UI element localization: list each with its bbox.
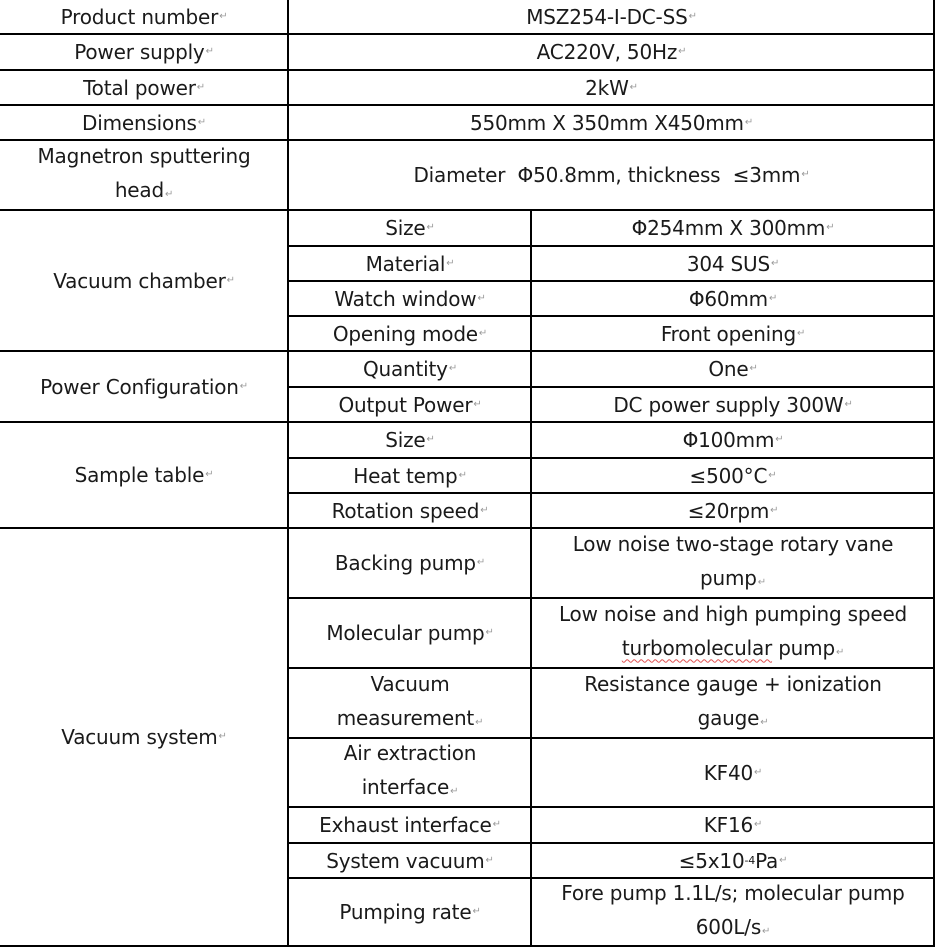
spec-label: Magnetron sputtering head↵ — [37, 143, 251, 202]
paragraph-mark-icon: ↵ — [476, 557, 486, 568]
paragraph-mark-icon: ↵ — [760, 716, 769, 728]
spec-subitem-name: Molecular pump ↵ — [289, 599, 531, 667]
spec-subitem-value: ≤500°C ↵ — [532, 459, 934, 492]
paragraph-mark-icon: ↵ — [485, 627, 494, 638]
paragraph-mark-icon: ↵ — [492, 819, 501, 830]
paragraph-mark-icon: ↵ — [485, 854, 494, 866]
paragraph-mark-icon: ↵ — [835, 646, 845, 658]
spec-subitem-value: Φ60mm ↵ — [532, 282, 934, 315]
spec-subitem-name: Exhaust interface ↵ — [289, 808, 531, 842]
paragraph-mark-icon: ↵ — [797, 327, 806, 339]
spec-subitem-name: Output Power ↵ — [289, 388, 531, 421]
paragraph-mark-icon: ↵ — [744, 116, 754, 128]
paragraph-mark-icon: ↵ — [801, 169, 810, 180]
spec-label: Product number ↵ — [0, 0, 288, 34]
paragraph-mark-icon: ↵ — [678, 46, 687, 57]
paragraph-mark-icon: ↵ — [473, 398, 482, 410]
spec-subitem-value: KF16 ↵ — [532, 808, 934, 842]
spec-subitem-value: Low noise two-stage rotary vane pump↵ — [572, 531, 894, 590]
spec-subitem-name: Quantity ↵ — [289, 352, 531, 386]
paragraph-mark-icon: ↵ — [239, 380, 248, 392]
paragraph-mark-icon: ↵ — [164, 188, 174, 200]
paragraph-mark-icon: ↵ — [629, 81, 638, 93]
spec-subitem-value: Resistance gauge + ionization gauge↵ — [584, 671, 882, 730]
spec-label: Dimensions ↵ — [0, 106, 288, 139]
spec-subitem-name: Opening mode ↵ — [289, 317, 531, 350]
paragraph-mark-icon: ↵ — [477, 292, 486, 304]
paragraph-mark-icon: ↵ — [826, 222, 835, 233]
spec-subitem-value: KF40 ↵ — [532, 739, 934, 806]
spec-subitem-name: Pumping rate ↵ — [289, 879, 531, 945]
group-label: Power Configuration ↵ — [0, 352, 288, 421]
paragraph-mark-icon: ↵ — [218, 731, 227, 742]
spec-subitem-value: Φ100mm ↵ — [532, 423, 934, 457]
paragraph-mark-icon: ↵ — [450, 786, 459, 797]
spec-subitem-value: ≤5x10 -4 Pa ↵ — [532, 844, 934, 877]
spec-label: Power supply ↵ — [0, 35, 288, 69]
spec-subitem-value: 304 SUS ↵ — [532, 247, 934, 280]
paragraph-mark-icon: ↵ — [768, 469, 777, 481]
paragraph-mark-icon: ↵ — [768, 292, 778, 304]
paragraph-mark-icon: ↵ — [205, 469, 214, 480]
spec-subitem-value: Low noise and high pumping speed turbomolecular pump↵ — [558, 601, 908, 660]
paragraph-mark-icon: ↵ — [197, 116, 206, 128]
spec-subitem-name: Vacuum measurement↵ — [336, 671, 484, 730]
paragraph-mark-icon: ↵ — [196, 81, 205, 93]
spec-subitem-name: Backing pump ↵ — [289, 529, 531, 597]
paragraph-mark-icon: ↵ — [770, 504, 779, 516]
paragraph-mark-icon: ↵ — [775, 434, 784, 445]
spec-subitem-name: Size ↵ — [289, 423, 531, 457]
spec-label: Total power ↵ — [0, 71, 288, 104]
spec-subitem-name: System vacuum ↵ — [289, 844, 531, 877]
paragraph-mark-icon: ↵ — [480, 504, 489, 516]
paragraph-mark-icon: ↵ — [472, 906, 481, 917]
spec-value: Diameter Φ50.8mm, thickness ≤3mm ↵ — [289, 141, 934, 209]
spec-subitem-name: Heat temp ↵ — [289, 459, 531, 492]
spellcheck-underline: turbomolecular — [621, 635, 773, 660]
table-bottom-border — [0, 945, 935, 947]
paragraph-mark-icon: ↵ — [448, 363, 457, 374]
paragraph-mark-icon: ↵ — [458, 469, 467, 481]
paragraph-mark-icon: ↵ — [219, 11, 228, 22]
spec-subitem-value: Φ254mm X 300mm ↵ — [532, 211, 934, 245]
paragraph-mark-icon: ↵ — [426, 434, 435, 445]
group-label: Vacuum chamber ↵ — [0, 211, 288, 350]
group-label: Vacuum system ↵ — [0, 529, 288, 945]
spec-subitem-value: One ↵ — [532, 352, 934, 386]
paragraph-mark-icon: ↵ — [205, 46, 214, 57]
spec-value: 550mm X 350mm X450mm ↵ — [289, 106, 934, 139]
paragraph-mark-icon: ↵ — [475, 716, 484, 728]
spec-value: AC220V, 50Hz ↵ — [289, 35, 934, 69]
spec-subitem-name: Rotation speed ↵ — [289, 494, 531, 527]
spec-subitem-name: Watch window ↵ — [289, 282, 531, 315]
spec-subitem-name: Air extraction interface↵ — [343, 741, 477, 799]
spec-subitem-value: Front opening ↵ — [532, 317, 934, 350]
spec-subitem-value: DC power supply 300W ↵ — [532, 388, 934, 421]
spec-subitem-name: Size ↵ — [289, 211, 531, 245]
paragraph-mark-icon: ↵ — [844, 398, 853, 410]
paragraph-mark-icon: ↵ — [779, 854, 788, 866]
paragraph-mark-icon: ↵ — [754, 766, 763, 778]
spec-value: MSZ254-I-DC-SS ↵ — [289, 0, 934, 34]
paragraph-mark-icon: ↵ — [426, 222, 435, 233]
group-label: Sample table ↵ — [0, 423, 288, 527]
paragraph-mark-icon: ↵ — [688, 11, 697, 22]
spec-subitem-value: ≤20rpm ↵ — [532, 494, 934, 527]
paragraph-mark-icon: ↵ — [226, 274, 235, 286]
spec-value: 2kW ↵ — [289, 71, 934, 104]
paragraph-mark-icon: ↵ — [762, 925, 771, 937]
paragraph-mark-icon: ↵ — [754, 819, 763, 830]
paragraph-mark-icon: ↵ — [757, 576, 766, 588]
paragraph-mark-icon: ↵ — [749, 363, 758, 374]
spec-subitem-value: Fore pump 1.1L/s; molecular pump 600L/s↵ — [561, 880, 905, 939]
paragraph-mark-icon: ↵ — [478, 327, 488, 339]
paragraph-mark-icon: ↵ — [770, 257, 780, 269]
spec-subitem-name: Material ↵ — [289, 247, 531, 280]
paragraph-mark-icon: ↵ — [446, 257, 455, 269]
